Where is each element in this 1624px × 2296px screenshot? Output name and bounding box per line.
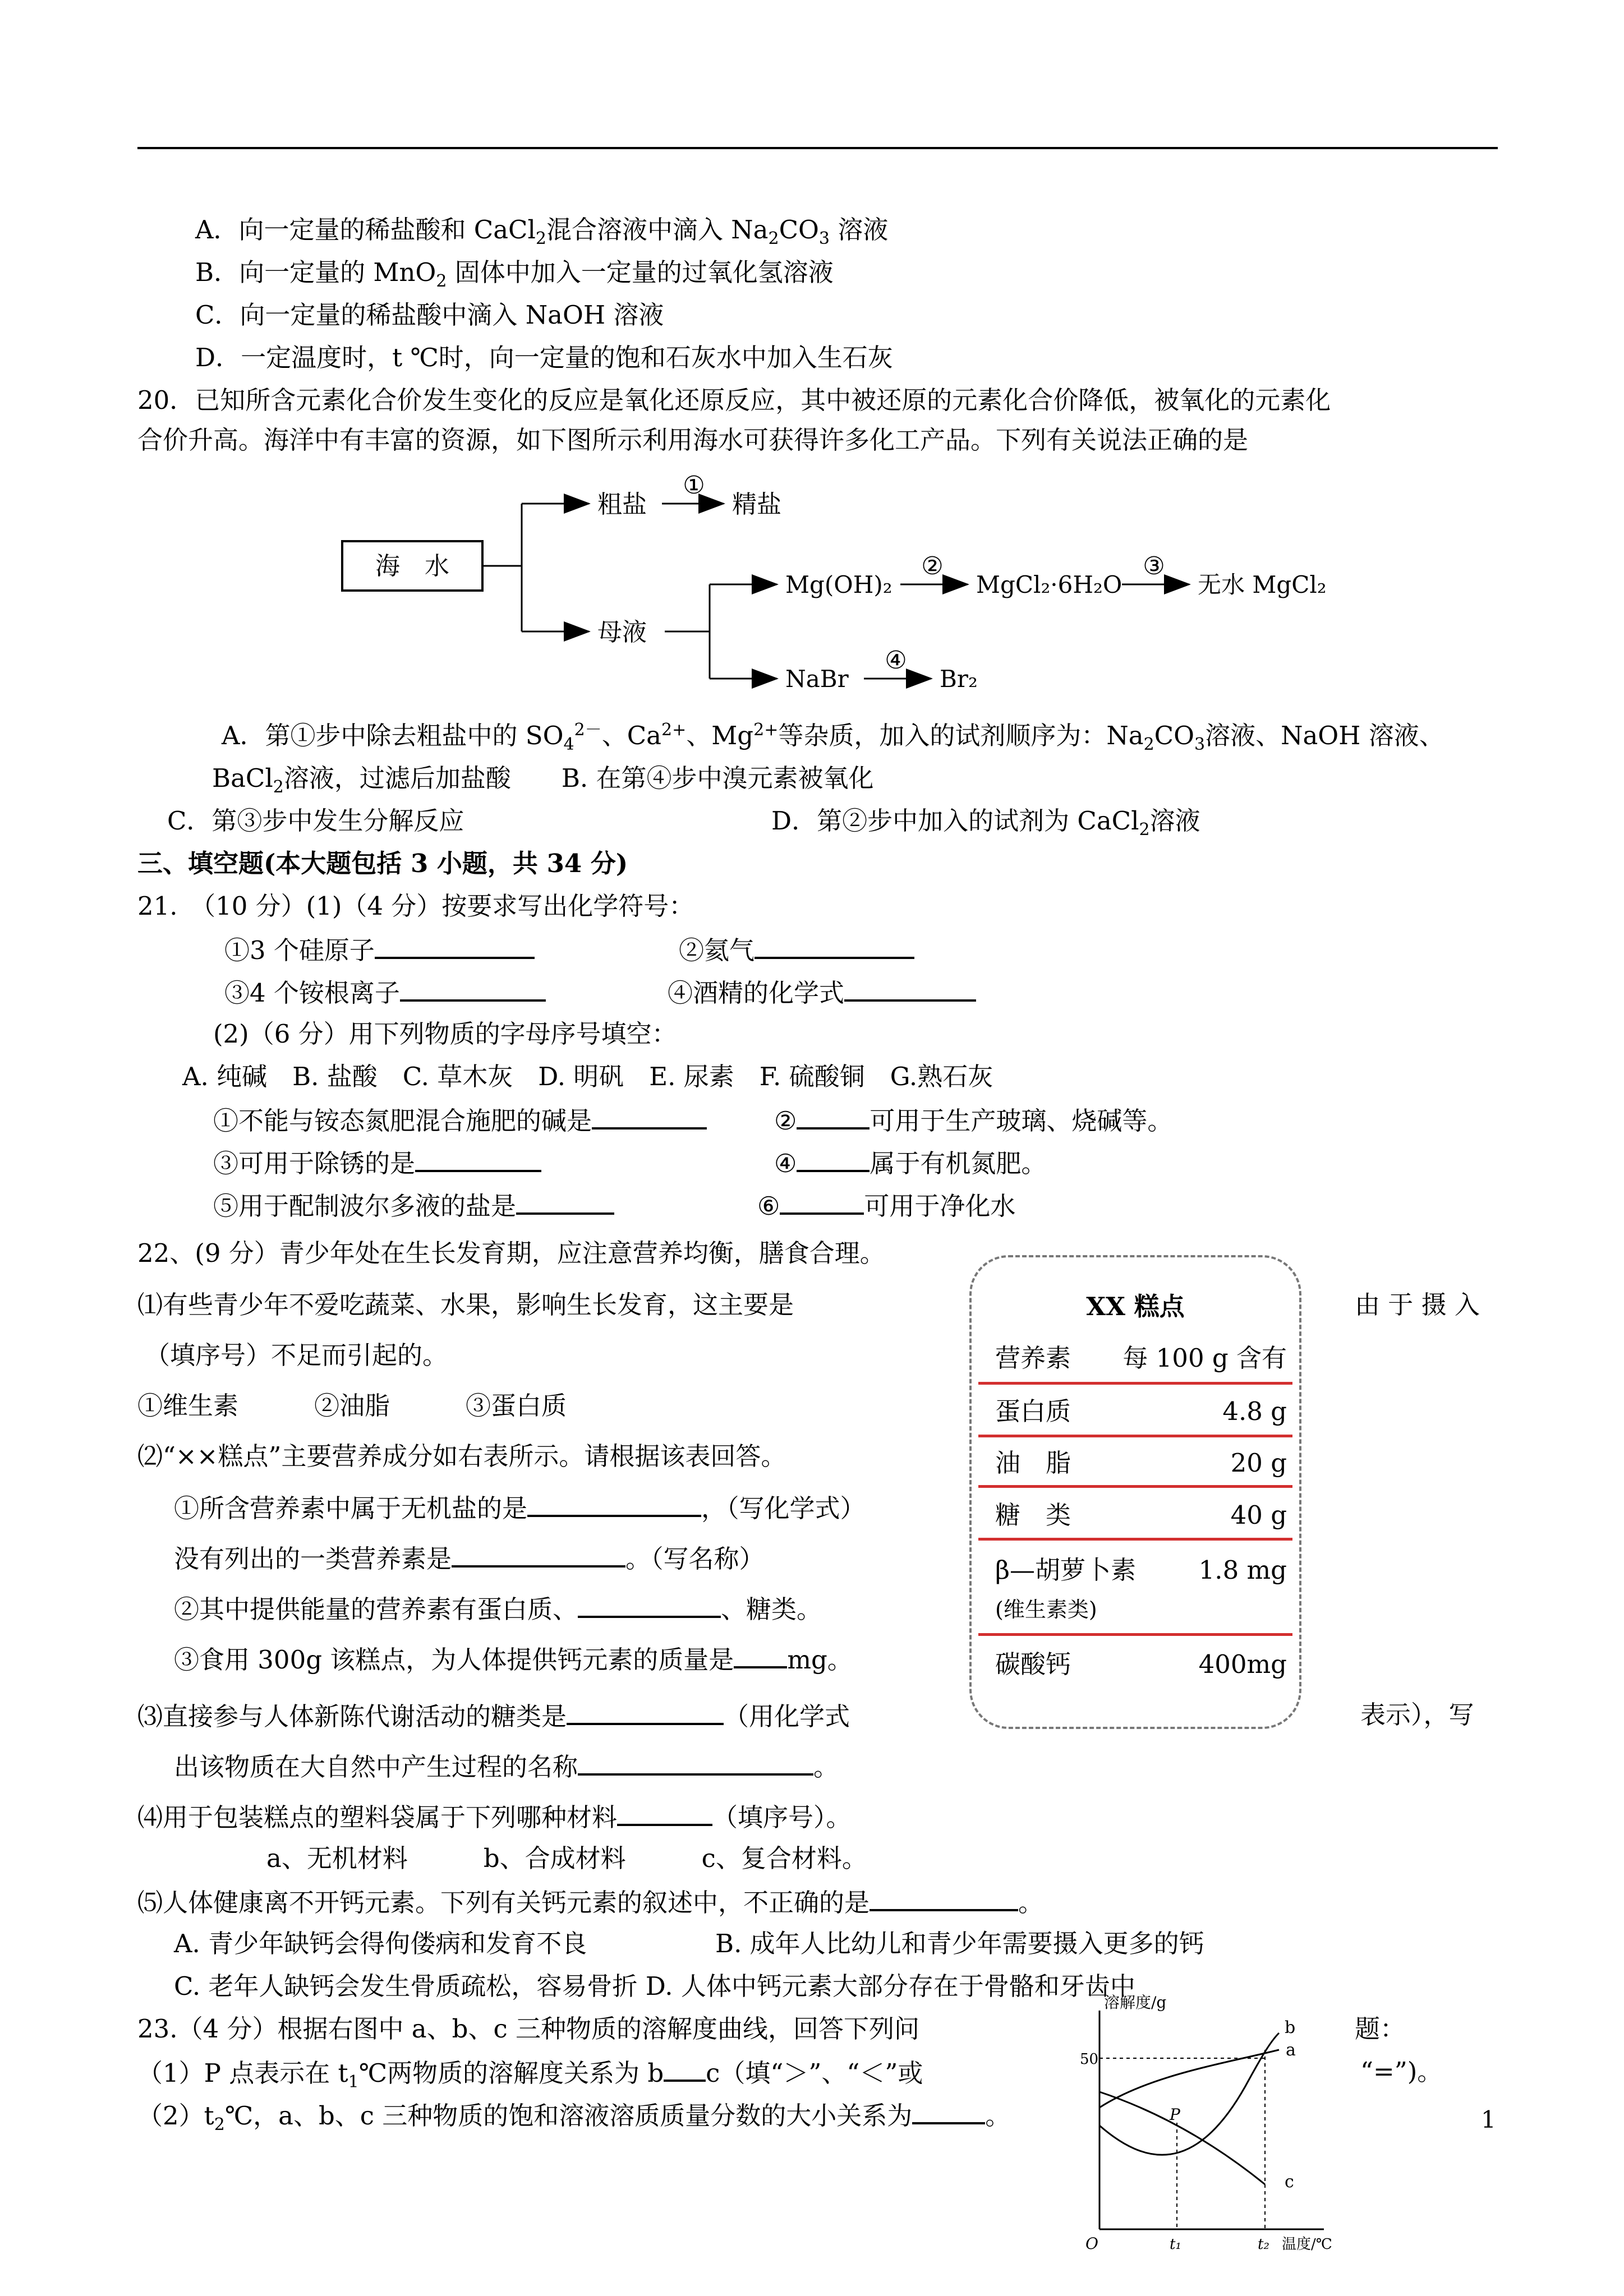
step4-marker: ④ — [885, 646, 907, 675]
graph-curve-b-label: b — [1285, 2018, 1296, 2037]
q21-fill5: ⑤用于配制波尔多液的盐是 — [213, 1188, 614, 1223]
q21-item1: ①3 个硅原子 — [224, 932, 535, 967]
q19-option-a: A．向一定量的稀盐酸和 CaCl$_2$混合溶液中滴入 $Na_2CO_3$ 溶液 — [195, 215, 889, 248]
graph-curve-c-label: c — [1285, 2172, 1294, 2192]
q23-part1: （1）P 点表示在 $t_1℃$两物质的溶解度关系为 b c（填“＞”、“＜”或 — [137, 2055, 923, 2090]
nabr-label: NaBr — [785, 665, 849, 693]
q22-p2-item2: 没有列出的一类营养素是 。（写名称） — [174, 1541, 765, 1576]
seawater-label: 海 水 — [375, 552, 449, 580]
answer-blank[interactable] — [527, 1490, 701, 1517]
answer-blank[interactable] — [664, 2055, 706, 2082]
curve-b — [1099, 2033, 1279, 2155]
q22-p5-option-cd: C. 老年人缺钙会发生骨质疏松，容易骨折 D. 人体中钙元素大部分存在于骨骼和牙齿中 — [174, 1971, 1135, 2001]
answer-blank[interactable] — [452, 1541, 625, 1567]
mother-liquor-label: 母液 — [597, 618, 647, 647]
q21-item3: ③4 个铵根离子 — [224, 975, 546, 1010]
q21-choices: A. 纯碱 B. 盐酸 C. 草木灰 D. 明矾 E. 尿素 F. 硫酸铜 G.熟石灰 — [182, 1062, 993, 1091]
table-title: XX 糕点 — [1086, 1292, 1185, 1321]
q21-fill3: ③可用于除锈的是 — [213, 1145, 541, 1181]
q21-fill1: ①不能与铵态氮肥混合施肥的碱是 — [213, 1103, 707, 1138]
q22-p2-item4: ③食用 300g 该糕点，为人体提供钙元素的质量是 mg。 — [174, 1642, 853, 1677]
graph-t2: t₂ — [1258, 2236, 1269, 2253]
curve-a — [1099, 2050, 1279, 2108]
anhydrous-mgcl2-label: 无水 MgCl₂ — [1198, 571, 1327, 598]
graph-origin: O — [1085, 2234, 1098, 2253]
crude-salt-label: 粗盐 — [597, 490, 647, 519]
q20-stem-line2: 合价升高。海洋中有丰富的资源，如下图所示利用海水可获得许多化工产品。下列有关说法正确的是 — [137, 425, 1249, 455]
step2-marker: ② — [921, 552, 944, 580]
nutrition-table: XX 糕点 营养素 每 100 g 含有 蛋白质 4.8 g 油 脂 20 g 糖 类 40 g β—胡萝卜素 1.8 mg (维生素类) 碳酸钙 400mg — [969, 1255, 1301, 1729]
q19-option-b: B．向一定量的 MnO$_2$ 固体中加入一定量的过氧化氢溶液 — [195, 257, 834, 291]
q22-p5-option-b: B. 成年人比幼儿和青少年需要摄入更多的钙 — [715, 1929, 1204, 1958]
q22-p2-item1: ①所含营养素中属于无机盐的是 ，（写化学式） — [174, 1490, 866, 1525]
answer-blank[interactable] — [844, 975, 976, 1002]
answer-blank[interactable] — [375, 932, 535, 959]
answer-blank[interactable] — [578, 1591, 721, 1618]
q22-p3d: 出该物质在大自然中产生过程的名称 。 — [174, 1749, 839, 1784]
answer-blank[interactable] — [797, 1145, 869, 1172]
answer-blank[interactable] — [797, 1103, 869, 1129]
q22-p1c: （填序号）不足而引起的。 — [145, 1340, 448, 1370]
q20-option-d: D．第②步中加入的试剂为 CaCl$_2$溶液 — [771, 806, 1200, 840]
curve-c — [1099, 2092, 1265, 2184]
answer-blank[interactable] — [592, 1103, 707, 1129]
answer-blank[interactable] — [578, 1749, 813, 1776]
q21-part2: (2)（6 分）用下列物质的字母序号填空： — [213, 1019, 677, 1049]
answer-blank[interactable] — [400, 975, 546, 1002]
q21-fill2: ② 可用于生产玻璃、烧碱等。 — [774, 1103, 1172, 1138]
q23-head-end: 题： — [1355, 2014, 1406, 2044]
step3-marker: ③ — [1143, 552, 1165, 580]
q22-p1b: 由 于 摄 入 — [1355, 1290, 1480, 1320]
q21-item4: ④酒精的化学式 — [668, 975, 976, 1010]
mgcl2-hydrate-label: MgCl₂·6H₂O — [976, 571, 1122, 598]
section-3-heading: 三、填空题(本大题包括 3 小题，共 34 分) — [137, 849, 628, 878]
q20-stem-line1: 20．已知所含元素化合价发生变化的反应是氧化还原反应，其中被还原的元素化合价降低，被氧化的元素化 — [137, 385, 1331, 415]
graph-point-p: P — [1170, 2105, 1180, 2124]
q21-fill4: ④ 属于有机氮肥。 — [774, 1145, 1046, 1181]
br2-label: Br₂ — [940, 665, 978, 693]
answer-blank[interactable] — [912, 2097, 985, 2124]
q22-p5-option-a: A. 青少年缺钙会得佝偻病和发育不良 — [174, 1929, 587, 1958]
q22-p3c: 表示），写 — [1360, 1700, 1474, 1730]
q20-option-a-line2: BaCl$_2$溶液，过滤后加盐酸 B. 在第④步中溴元素被氧化 — [212, 763, 874, 797]
answer-blank[interactable] — [734, 1642, 787, 1668]
refined-salt-label: 精盐 — [732, 490, 781, 519]
graph-ylabel: 溶解度/g — [1104, 1993, 1167, 2012]
answer-blank[interactable] — [617, 1799, 712, 1826]
q21-item2: ②氦气 — [679, 932, 914, 967]
seawater-flow-diagram — [0, 0, 1624, 718]
graph-t1: t₁ — [1170, 2236, 1181, 2253]
graph-xlabel: 温度/℃ — [1282, 2236, 1332, 2253]
answer-blank[interactable] — [415, 1145, 541, 1172]
answer-blank[interactable] — [567, 1698, 724, 1725]
graph-curve-a-label: a — [1286, 2040, 1296, 2060]
q22-p2: ⑵“××糕点”主要营养成分如右表所示。请根据该表回答。 — [137, 1441, 786, 1471]
mg-oh-2-label: Mg(OH)₂ — [785, 571, 892, 598]
table-header-amount: 每 100 g 含有 — [1122, 1343, 1287, 1373]
q22-p3a: ⑶直接参与人体新陈代谢活动的糖类是 （用化学式 — [137, 1698, 850, 1733]
q19-option-c: C．向一定量的稀盐酸中滴入 NaOH 溶液 — [195, 300, 664, 330]
q22-p2-item3: ②其中提供能量的营养素有蛋白质、 、糖类。 — [174, 1591, 822, 1626]
table-header-nutrient: 营养素 — [995, 1343, 1071, 1373]
q22-head: 22、(9 分）青少年处在生长发育期，应注意营养均衡，膳食合理。 — [137, 1238, 885, 1268]
q22-p4-options: a、无机材料 b、合成材料 c、复合材料。 — [266, 1843, 867, 1873]
q23-part1-end: “=”)。 — [1360, 2057, 1443, 2086]
answer-blank[interactable] — [780, 1188, 864, 1215]
answer-blank[interactable] — [755, 932, 914, 959]
q23-head: 23.（4 分）根据右图中 a、b、c 三种物质的溶解度曲线，回答下列问 — [137, 2014, 919, 2044]
q20-option-a-line1: A．第①步中除去粗盐中的 $SO_4^{2-}$、$Ca^{2+}$、$Mg^{2+}$等杂质，加入的试剂顺序为：$Na_2CO_3$溶液、NaOH 溶液、 — [222, 720, 1444, 754]
q23-part2: $(2)t_2℃$，a、b、c 三种物质的饱和溶液溶质质量分数的大小关系为 。 — [137, 2097, 1010, 2133]
q22-p1a: ⑴有些青少年不爱吃蔬菜、水果，影响生长发育，这主要是 — [137, 1290, 794, 1320]
page-number: 1 — [1481, 2106, 1496, 2133]
answer-blank[interactable] — [869, 1884, 1018, 1911]
step1-marker: ① — [683, 471, 705, 500]
q20-option-c: C．第③步中发生分解反应 — [167, 806, 464, 836]
q21-head: 21. （10 分）(1)（4 分）按要求写出化学符号： — [137, 891, 694, 921]
q22-p5: ⑸人体健康离不开钙元素。下列有关钙元素的叙述中，不正确的是 。 — [137, 1884, 1043, 1920]
q22-p1-options: ①维生素 ②油脂 ③蛋白质 — [137, 1391, 567, 1421]
answer-blank[interactable] — [516, 1188, 614, 1215]
graph-y50: 50 — [1080, 2051, 1099, 2068]
q22-p4: ⑷用于包装糕点的塑料袋属于下列哪种材料 （填序号）。 — [137, 1799, 852, 1834]
q19-option-d: D．一定温度时，t ℃时，向一定量的饱和石灰水中加入生石灰 — [195, 343, 893, 372]
q21-fill6: ⑥ 可用于净化水 — [757, 1188, 1015, 1223]
